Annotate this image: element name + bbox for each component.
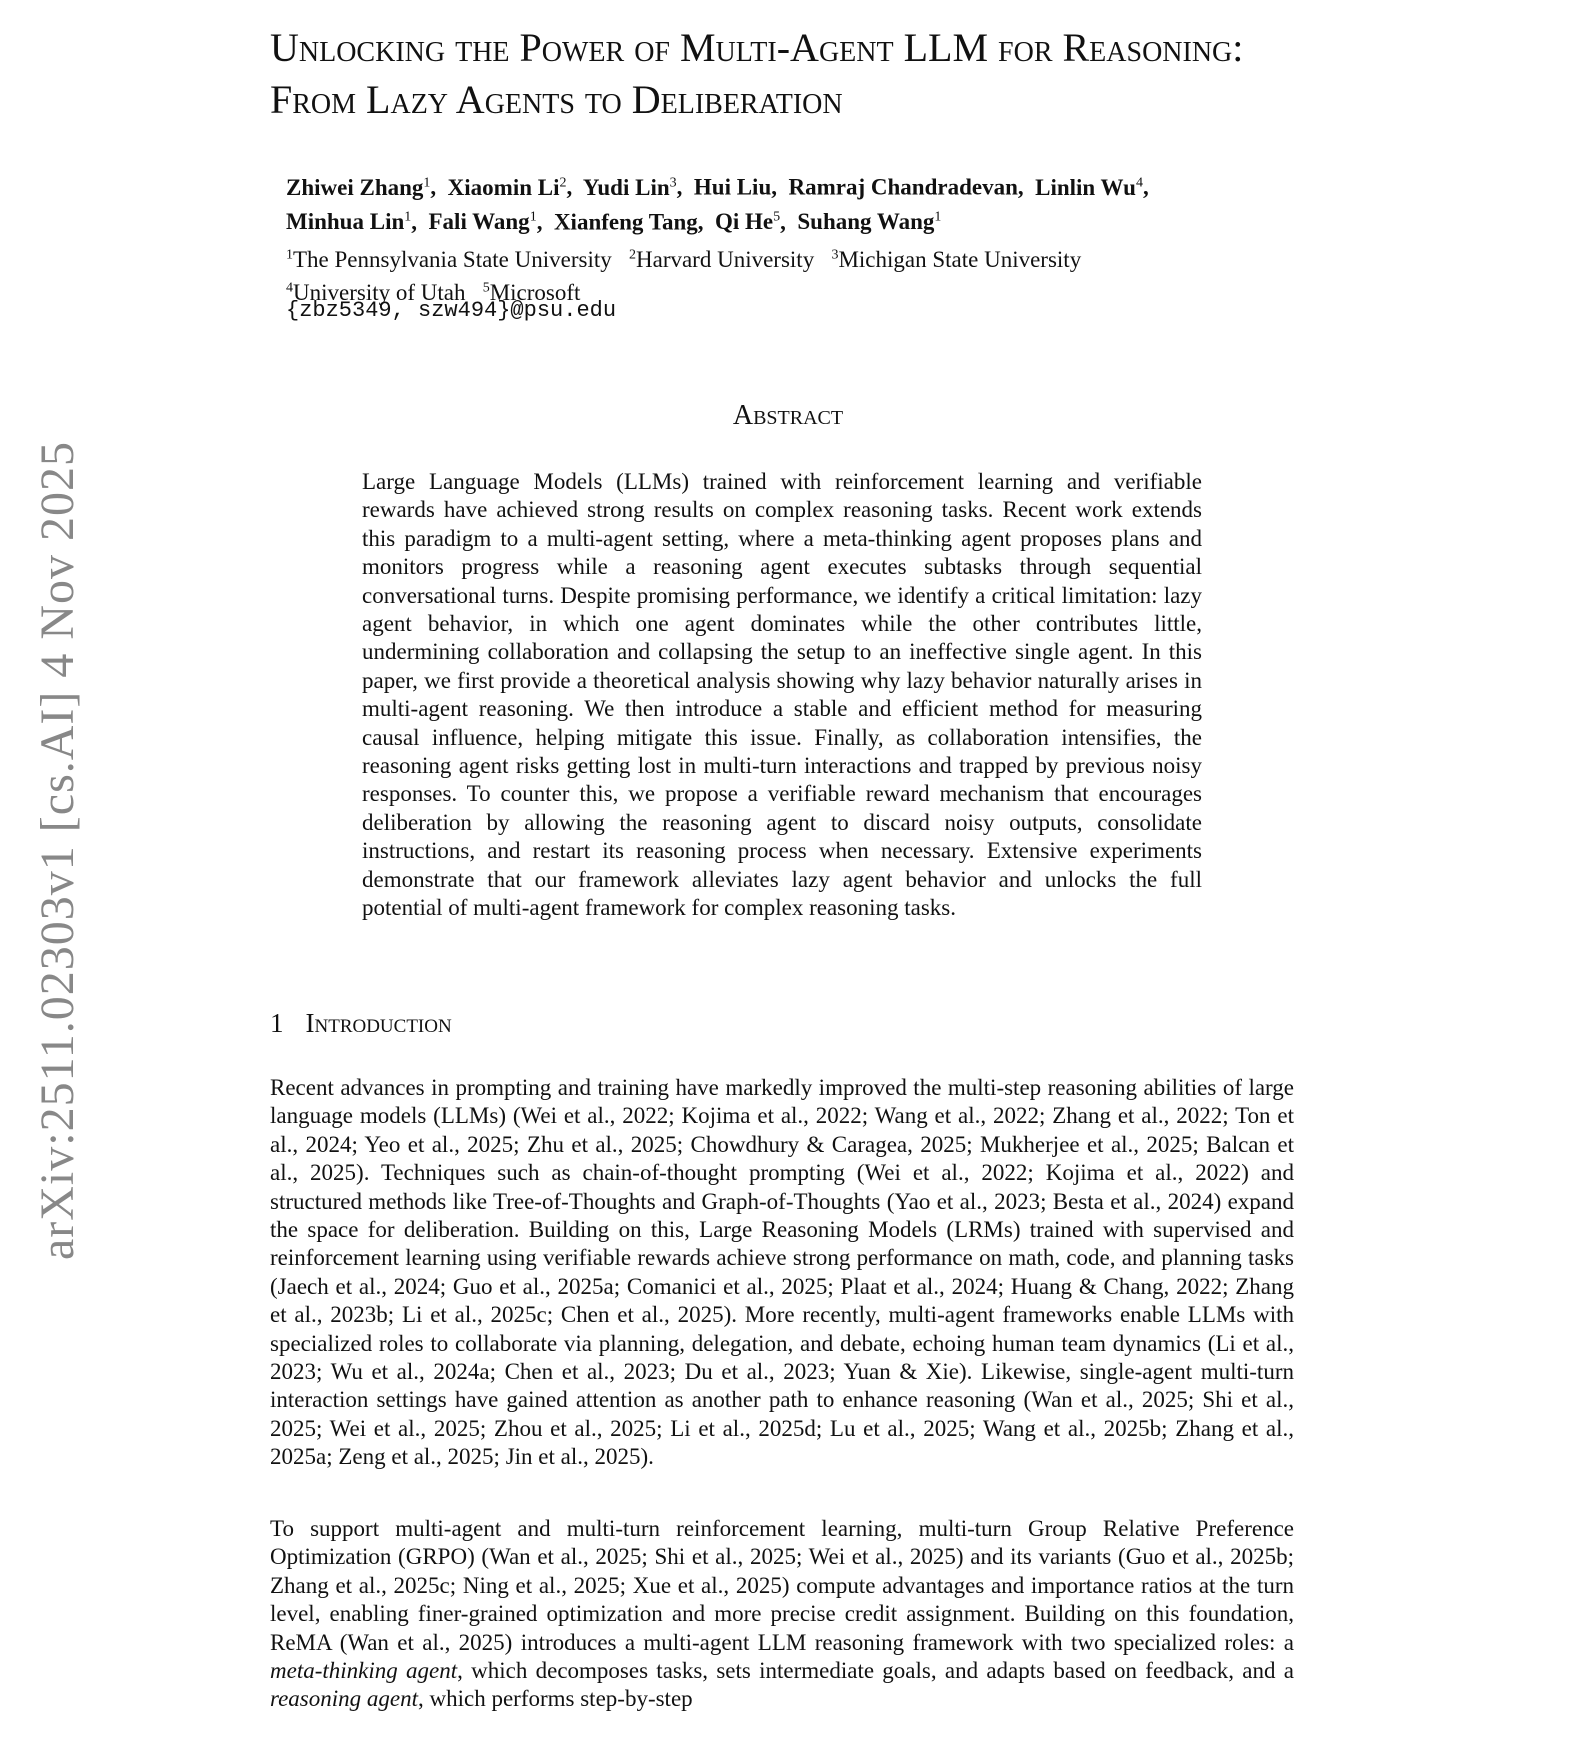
author: Fali Wang$^1$ xyxy=(428,209,537,235)
affiliation: $^3$Michigan State University xyxy=(831,246,1082,272)
author: Ramraj Chandradevan xyxy=(788,174,1018,200)
author-list: Zhiwei Zhang$^1$, Xiaomin Li$^2$, Yudi Lin$^3$, Hui Liu, Ramraj Chandradevan, Linlin Wu$^4$, Minhua Lin$^1$, Fali Wang$^1$, Xianfeng Tang, Qi He$^5$, Suhang Wang$^1$ xyxy=(286,174,1149,235)
contact-email[interactable]: {zbz5349, szw494}@psu.edu xyxy=(286,298,617,323)
intro-paragraph-1: Recent advances in prompting and training have markedly improved the multi-step reasoning abilities of large language models (LLMs) (Wei et al., 2022; Kojima et al., 2022; Wang et al., 2022; Zhang et al., 2022; Ton et al., 2024; Yeo et al., 2025; Zhu et al., 2025; Chowdhury & Caragea, 2025; Mukherjee et al., 2025; Balcan et al., 2025). Techniques such as chain-of-thought prompting (Wei et al., 2022; Kojima et al., 2022) and structured methods like Tree-of-Thoughts and Graph-of-Thoughts (Yao et al., 2023; Besta et al., 2024) expand the space for deliberation. Building on this, Large Reasoning Models (LRMs) trained with supervised and reinforcement learning using verifiable rewards achieve strong performance on math, code, and planning tasks (Jaech et al., 2024; Guo et al., 2025a; Comanici et al., 2025; Plaat et al., 2024; Huang & Chang, 2022; Zhang et al., 2023b; Li et al., 2025c; Chen et al., 2025). More recently, multi-agent frameworks enable LLMs with specialized roles to collaborate via planning, delegation, and debate, echoing human team dynamics (Li et al., 2023; Wu et al., 2024a; Chen et al., 2023; Du et al., 2023; Yuan & Xie). Likewise, single-agent multi-turn interaction settings have gained attention as another path to enhance reasoning (Wan et al., 2025; Shi et al., 2025; Wei et al., 2025; Zhou et al., 2025; Li et al., 2025d; Lu et al., 2025; Wang et al., 2025b; Zhang et al., 2025a; Zeng et al., 2025; Jin et al., 2025). xyxy=(270,1075,1294,1470)
author: Qi He$^5$ xyxy=(715,209,781,235)
author: Minhua Lin$^1$ xyxy=(286,209,412,235)
abstract-body: Large Language Models (LLMs) trained with reinforcement learning and verifiable rewards have achieved strong results on complex reasoning tasks. Recent work extends this paradigm to a multi-agent setting, where a meta-thinking agent proposes plans and monitors progress while a reasoning agent executes subtasks through sequential conversational turns. Despite promising performance, we identify a critical limitation: lazy agent behavior, in which one agent dominates while the other contributes little, undermining collaboration and collapsing the setup to an ineffective single agent. In this paper, we first provide a theoretical analysis showing why lazy behavior naturally arises in multi-agent reasoning. We then introduce a stable and efficient method for measuring causal influence, helping mitigate this issue. Finally, as collaboration intensifies, the reasoning agent risks getting lost in multi-turn interactions and trapped by previous noisy responses. To counter this, we propose a verifiable reward mechanism that encourages deliberation by allowing the reasoning agent to discard noisy outputs, consolidate instructions, and restart its reasoning process when necessary. Extensive experiments demonstrate that our framework alleviates lazy agent behavior and unlocks the full potential of multi-agent framework for complex reasoning tasks. xyxy=(362,469,1202,921)
section-heading-introduction xyxy=(270,1008,452,1039)
author: Hui Liu xyxy=(693,174,772,200)
abstract-heading: Abstract xyxy=(732,400,844,431)
affiliation: $^4$University of Utah xyxy=(286,280,466,306)
author: Xianfeng Tang xyxy=(553,209,698,235)
affiliation: $^2$Harvard University xyxy=(629,246,815,272)
section-title: Introduction xyxy=(305,1008,452,1038)
intro-paragraph-2: To support multi-agent and multi-turn reinforcement learning, multi-turn Group Relative Preference Optimization (GRPO) (Wan et al., 2025; Shi et al., 2025; Wei et al., 2025) and its variants (Guo et al., 2025b; Zhang et al., 2025c; Ning et al., 2025; Xue et al., 2025) compute advantages and importance ratios at the turn level, enabling finer-grained optimization and more precise credit assignment. Building on this foundation, ReMA (Wan et al., 2025) introduces a multi-agent LLM reasoning framework with two specialized roles: a meta-thinking agent, which decomposes tasks, sets intermediate goals, and adapts based on feedback, and a reasoning agent, which performs step-by-step xyxy=(270,1516,1294,1712)
author: Suhang Wang$^1$ xyxy=(797,209,942,235)
author: Yudi Lin$^3$ xyxy=(582,174,677,200)
paper-title: Unlocking the Power of Multi-Agent LLM for Reasoning: From Lazy Agents to Deliberation xyxy=(270,25,1244,122)
affiliation: $^1$The Pennsylvania State University xyxy=(286,246,612,272)
section-number: 1 xyxy=(270,1008,284,1038)
emphasis-meta-thinking-agent: meta-thinking agent xyxy=(270,1658,458,1684)
author: Linlin Wu$^4$ xyxy=(1035,174,1143,200)
arxiv-identifier: arXiv:2511.02303v1 [cs.AI] 4 Nov 2025 xyxy=(31,440,85,1260)
author: Xiaomin Li$^2$ xyxy=(447,174,567,200)
arxiv-sidebar xyxy=(8,400,108,1300)
affiliation: $^5$Microsoft xyxy=(482,280,581,306)
author: Zhiwei Zhang$^1$ xyxy=(286,174,431,200)
emphasis-reasoning-agent: reasoning agent xyxy=(270,1686,418,1712)
